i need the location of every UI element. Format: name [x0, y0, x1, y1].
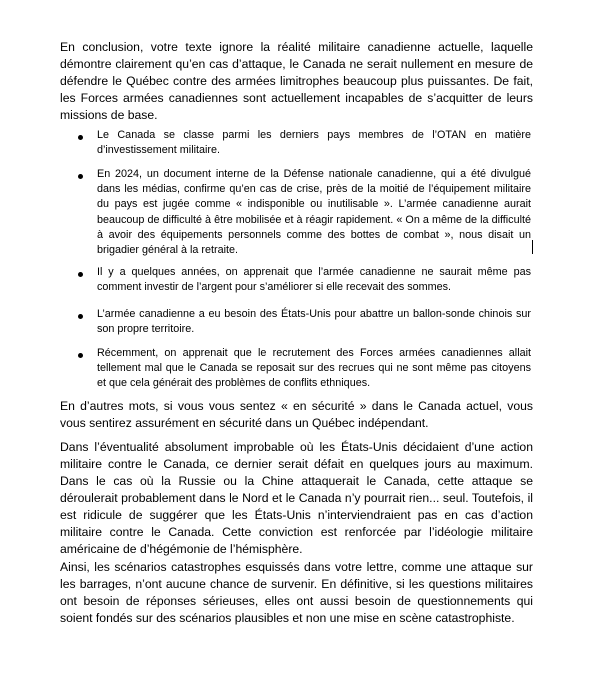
text-cursor [532, 240, 533, 254]
bullet-icon [78, 353, 83, 358]
bullet-text: En 2024, un document interne de la Défense nationale canadienne, qui a été divulgué dans les médias, confirme qu’en cas de crise, près de la moitié de l’équipement militaire du pays est jugée comme « indisponible ou inutilisable ». L’armée canadienne aurait beaucoup de difficulté à être mobilisée et à réagir rapidement. « On a même de la difficulté à avoir des équipements personnels comme des bottes de combat », nous disait un brigadier général à la retraite. [97, 168, 531, 257]
bullet-text: Récemment, on apprenait que le recrutement des Forces armées canadiennes allait tellement mal que le Canada se reposait sur des recrues qui ne sont même pas citoyens et que cela générait des problèmes de conflits ethniques. [97, 347, 531, 390]
bullet-text: L’armée canadienne a eu besoin des États-Unis pour abattre un ballon-sonde chinois sur son propre territoire. [97, 308, 531, 336]
paragraph-conclusion: En conclusion, votre texte ignore la réalité militaire canadienne actuelle, laquelle démontre clairement qu’en cas d’attaque, le Canada ne serait nullement en mesure de défendre le Québec contre des armées limitrophes beaucoup plus puissantes. De fait, les Forces armées canadiennes sont actuellement incapables de s’acquitter de leurs missions de base. [60, 40, 533, 122]
bullet-icon [78, 174, 83, 179]
paragraph-securite: En d’autres mots, si vous vous sentez « en sécurité » dans le Canada actuel, vous vous sentirez assurément en sécurité dans un Québec indépendant. [60, 399, 533, 430]
bullet-text: Il y a quelques années, on apprenait que l’armée canadienne ne saurait même pas comment investir de l’argent pour s’améliorer si elle recevait des sommes. [97, 266, 531, 294]
paragraph-eventualite: Dans l’éventualité absolument improbable où les États-Unis décidaient d’une action militaire contre le Canada, ce dernier serait défait en quelques jours au maximum. Dans le cas où la Russie ou la Chine attaquerait le Canada, cette attaque se déroulerait probablement dans le Nord et le Canada n’y pourrait rien... seul. Toutefois, il est ridicule de suggérer que les États-Unis n’interviendraient pas en cas d’action militaire contre le Canada. Cette conviction est renforcée par l’idéologie militaire américaine de d’hégémonie de l’hémisphère. [60, 440, 533, 556]
bullet-icon [78, 272, 83, 277]
bullet-icon [78, 135, 83, 140]
paragraph-ainsi: Ainsi, les scénarios catastrophes esquissés dans votre lettre, comme une attaque sur les barrages, n’ont aucune chance de survenir. En définitive, si les questions militaires ont besoin de réponses sérieuses, elles ont aussi besoin de questionnements qui soient fondés sur des scénarios plausibles et non une mise en scène catastrophiste. [60, 560, 533, 625]
bullet-text: Le Canada se classe parmi les derniers pays membres de l’OTAN en matière d’investissement militaire. [97, 129, 531, 157]
bullet-icon [78, 314, 83, 319]
